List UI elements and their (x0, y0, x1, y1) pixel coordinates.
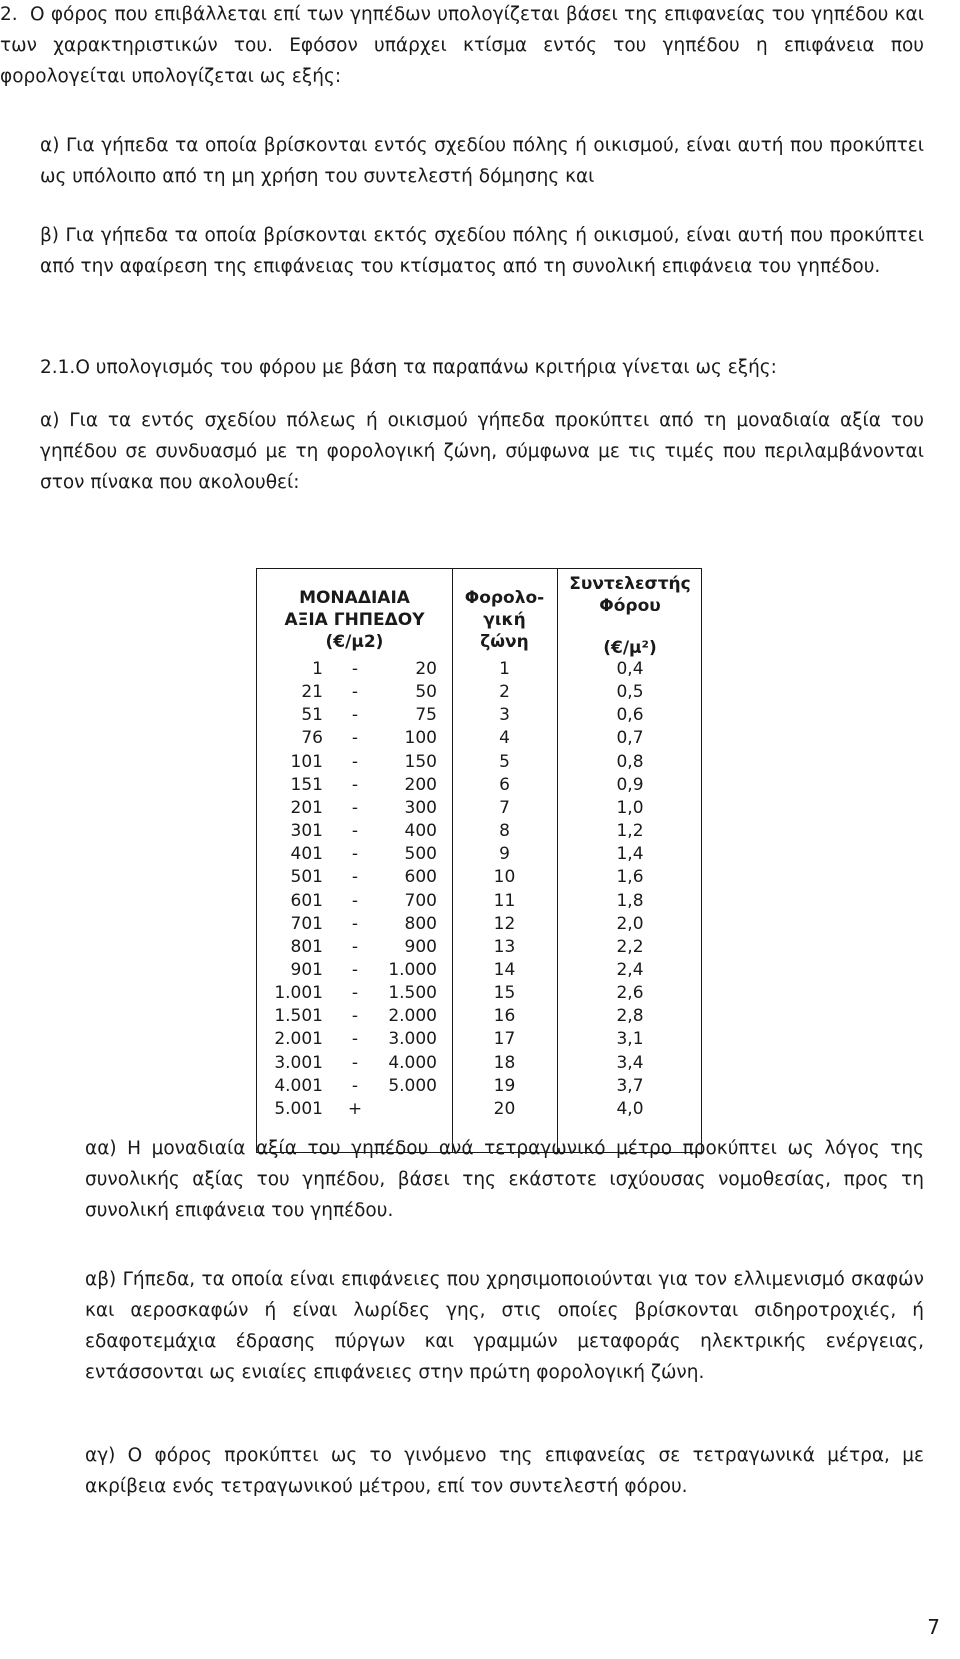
cell-tax-coefficient: 3,7 (616, 1075, 644, 1096)
table-row (257, 1051, 701, 1075)
cell-tax-zone: 1 (499, 659, 510, 679)
cell-value-from: 401 (290, 844, 323, 865)
cell-range-separator: - (351, 890, 359, 911)
cell-value-to: 150 (404, 751, 437, 772)
cell-tax-zone: 6 (499, 774, 510, 795)
cell-tax-zone: 10 (493, 867, 516, 888)
header-coefficient-line2: Φόρου (599, 596, 661, 616)
cell-range-separator: - (351, 821, 359, 842)
item-b-paragraph: β) Για γήπεδα τα οποία βρίσκονται εκτός σχεδίου πόλης ή οικισμού, είναι αυτή που προκύπτει από την αφαίρεση της επιφάνειας του κτίσματος από τη συνολική επιφάνεια του γηπέδου. (40, 225, 924, 277)
cell-tax-zone: 9 (499, 844, 510, 865)
table-row (257, 842, 701, 866)
table-row (257, 981, 701, 1005)
item-ag-paragraph: αγ) Ο φόρος προκύπτει ως το γινόμενο της επιφανείας σε τετραγωνικά μέτρα, με ακρίβεια ενός τετραγωνικού μέτρου, επί τον συντελεστή φόρου. (85, 1445, 924, 1497)
cell-tax-coefficient: 3,1 (616, 1029, 644, 1050)
cell-tax-coefficient: 4,0 (616, 1098, 644, 1119)
cell-value-to: 700 (404, 890, 437, 911)
table-row (257, 889, 701, 913)
cell-tax-coefficient: 2,2 (616, 936, 644, 957)
cell-value-from: 801 (290, 936, 323, 957)
cell-tax-coefficient: 0,5 (616, 682, 644, 703)
item-2-1-a-paragraph: α) Για τα εντός σχεδίου πόλεως ή οικισμού γήπεδα προκύπτει από τη μοναδιαία αξία του γηπέδου σε συνδυασμό με τη φορολογική ζώνη, σύμφωνα με τις τιμές που περιλαμβάνονται στον πίνακα που ακολουθεί: (40, 410, 924, 493)
cell-tax-coefficient: 0,7 (616, 728, 644, 749)
header-unit-value-line2: ΑΞΙΑ ΓΗΠΕΔΟΥ (284, 610, 425, 630)
cell-tax-zone: 19 (493, 1075, 516, 1096)
cell-value-to: 600 (404, 867, 437, 888)
cell-tax-coefficient: 0,6 (616, 705, 644, 726)
table-row (257, 935, 701, 959)
cell-tax-coefficient: 2,8 (616, 1006, 644, 1027)
header-tax-coefficient (557, 573, 703, 659)
cell-tax-zone: 8 (499, 821, 510, 842)
cell-range-separator: - (351, 936, 359, 957)
cell-value-from: 21 (301, 682, 323, 703)
table-row (257, 726, 701, 750)
header-tax-zone-line1: Φορολο- (464, 588, 545, 608)
header-unit-value (257, 587, 452, 653)
cell-tax-coefficient: 0,8 (616, 751, 644, 772)
cell-value-from: 4.001 (274, 1075, 323, 1096)
cell-tax-coefficient: 1,4 (616, 844, 644, 865)
item-a-paragraph: α) Για γήπεδα τα οποία βρίσκονται εντός σχεδίου πόλης ή οικισμού, είναι αυτή που προκύπτει ως υπόλοιπο από τη μη χρήση του συντελεστή δόμησης και (40, 135, 924, 187)
cell-tax-zone: 14 (493, 959, 516, 980)
cell-tax-coefficient: 1,6 (616, 867, 644, 888)
cell-range-separator: - (351, 728, 359, 749)
cell-value-to: 400 (404, 821, 437, 842)
table-row (257, 796, 701, 820)
cell-range-separator: - (351, 751, 359, 772)
cell-value-to: 100 (404, 728, 437, 749)
table-row (257, 750, 701, 774)
cell-value-to: 300 (404, 797, 437, 818)
cell-range-separator: - (351, 913, 359, 934)
cell-value-from: 901 (290, 959, 323, 980)
cell-value-to: 1.000 (388, 959, 437, 980)
table-row (257, 1097, 701, 1121)
header-unit-value-unit: (€/μ2) (325, 632, 384, 652)
header-tax-zone (452, 587, 557, 653)
cell-value-to: 4.000 (388, 1052, 437, 1073)
cell-range-separator: - (351, 682, 359, 703)
cell-value-to: 75 (415, 705, 437, 726)
header-coefficient-line1: Συντελεστής (569, 574, 691, 594)
cell-range-separator: - (351, 797, 359, 818)
cell-value-to: 800 (404, 913, 437, 934)
cell-tax-zone: 17 (493, 1029, 516, 1050)
cell-tax-coefficient: 0,4 (616, 659, 644, 679)
section-2-paragraph (0, 0, 924, 92)
table-row (257, 912, 701, 936)
cell-tax-zone: 7 (499, 797, 510, 818)
cell-range-separator: - (351, 659, 359, 679)
cell-value-from: 201 (290, 797, 323, 818)
cell-range-separator: - (351, 844, 359, 865)
table-row (257, 819, 701, 843)
cell-tax-zone: 11 (493, 890, 516, 911)
cell-tax-zone: 2 (499, 682, 510, 703)
cell-value-to: 200 (404, 774, 437, 795)
cell-range-separator: - (351, 1006, 359, 1027)
section-2-1-number: 2.1. (40, 357, 76, 378)
cell-value-to: 20 (415, 659, 437, 679)
cell-tax-zone: 5 (499, 751, 510, 772)
header-unit-value-line1: ΜΟΝΑΔΙΑΙΑ (299, 588, 410, 608)
cell-tax-coefficient: 2,4 (616, 959, 644, 980)
cell-tax-zone: 20 (493, 1098, 516, 1119)
cell-value-from: 51 (301, 705, 323, 726)
cell-value-from: 1.501 (274, 1006, 323, 1027)
cell-value-from: 3.001 (274, 1052, 323, 1073)
cell-range-separator: - (351, 983, 359, 1004)
item-ab-paragraph: αβ) Γήπεδα, τα οποία είναι επιφάνειες που χρησιμοποιούνται για τον ελλιμενισμό σκαφών και αεροσκαφών ή είναι λωρίδες γης, στις οποίες βρίσκονται σιδηροτροχιές, ή εδαφοτεμάχια έδρασης πύργων και γραμμών μεταφοράς ηλεκτρικής ενέργειας, εντάσσονται ως ενιαίες επιφάνειες στην πρώτη φορολογική ζώνη. (85, 1269, 924, 1383)
cell-value-from: 1 (312, 659, 323, 679)
cell-tax-zone: 4 (499, 728, 510, 749)
cell-value-to: 1.500 (388, 983, 437, 1004)
cell-range-separator: - (351, 867, 359, 888)
cell-range-separator: - (351, 774, 359, 795)
table-row (257, 1004, 701, 1028)
tax-rate-table (256, 568, 702, 1153)
header-tax-zone-line3: ζώνη (480, 632, 529, 652)
cell-range-separator: - (351, 705, 359, 726)
cell-tax-coefficient: 1,2 (616, 821, 644, 842)
section-2-1-paragraph (40, 352, 924, 383)
table-row (257, 865, 701, 889)
item-aa-paragraph: αα) Η μοναδιαία αξία του γηπέδου ανά τετραγωνικό μέτρο προκύπτει ως λόγος της συνολικής αξίας του γηπέδου, βάσει της εκάστοτε ισχύουσας νομοθεσίας, προς τη συνολική επιφάνεια του γηπέδου. (85, 1138, 924, 1221)
cell-range-separator: - (351, 1052, 359, 1073)
header-coefficient-unit: (€/μ²) (603, 638, 657, 658)
section-2-text: Ο φόρος που επιβάλλεται επί των γηπέδων υπολογίζεται βάσει της επιφανείας του γηπέδου και των χαρακτηριστικών του. Εφόσον υπάρχει κτίσμα εντός του γηπέδου η επιφάνεια που φορολογείται υπολογίζεται ως εξής: (0, 4, 924, 87)
section-2-number: 2. (0, 4, 18, 25)
cell-range-separator: - (351, 1029, 359, 1050)
cell-tax-zone: 3 (499, 705, 510, 726)
cell-tax-coefficient: 1,8 (616, 890, 644, 911)
cell-value-from: 101 (290, 751, 323, 772)
cell-range-separator: + (347, 1098, 363, 1119)
table-row (257, 958, 701, 982)
cell-value-from: 151 (290, 774, 323, 795)
table-row (257, 703, 701, 727)
table-row (257, 1027, 701, 1051)
cell-value-to: 3.000 (388, 1029, 437, 1050)
cell-tax-zone: 18 (493, 1052, 516, 1073)
cell-range-separator: - (351, 1075, 359, 1096)
table-row (257, 680, 701, 704)
table-row (257, 1074, 701, 1098)
cell-value-to: 5.000 (388, 1075, 437, 1096)
cell-value-to: 900 (404, 936, 437, 957)
table-row (257, 773, 701, 797)
cell-tax-zone: 12 (493, 913, 516, 934)
cell-value-to: 50 (415, 682, 437, 703)
cell-tax-coefficient: 1,0 (616, 797, 644, 818)
cell-value-from: 2.001 (274, 1029, 323, 1050)
cell-value-from: 601 (290, 890, 323, 911)
table-row (257, 657, 701, 681)
cell-value-from: 1.001 (274, 983, 323, 1004)
cell-tax-zone: 15 (493, 983, 516, 1004)
cell-tax-zone: 16 (493, 1006, 516, 1027)
cell-value-from: 501 (290, 867, 323, 888)
cell-value-from: 76 (301, 728, 323, 749)
cell-value-from: 301 (290, 821, 323, 842)
cell-value-from: 701 (290, 913, 323, 934)
section-2-1-text: Ο υπολογισμός του φόρου με βάση τα παραπάνω κριτήρια γίνεται ως εξής: (75, 357, 777, 378)
page-number: 7 (927, 1615, 940, 1639)
cell-value-to: 2.000 (388, 1006, 437, 1027)
cell-tax-coefficient: 0,9 (616, 774, 644, 795)
header-tax-zone-line2: γική (483, 610, 526, 630)
cell-range-separator: - (351, 959, 359, 980)
cell-tax-coefficient: 3,4 (616, 1052, 644, 1073)
cell-value-to: 500 (404, 844, 437, 865)
cell-tax-zone: 13 (493, 936, 516, 957)
cell-value-from: 5.001 (274, 1098, 323, 1119)
cell-tax-coefficient: 2,0 (616, 913, 644, 934)
cell-tax-coefficient: 2,6 (616, 983, 644, 1004)
